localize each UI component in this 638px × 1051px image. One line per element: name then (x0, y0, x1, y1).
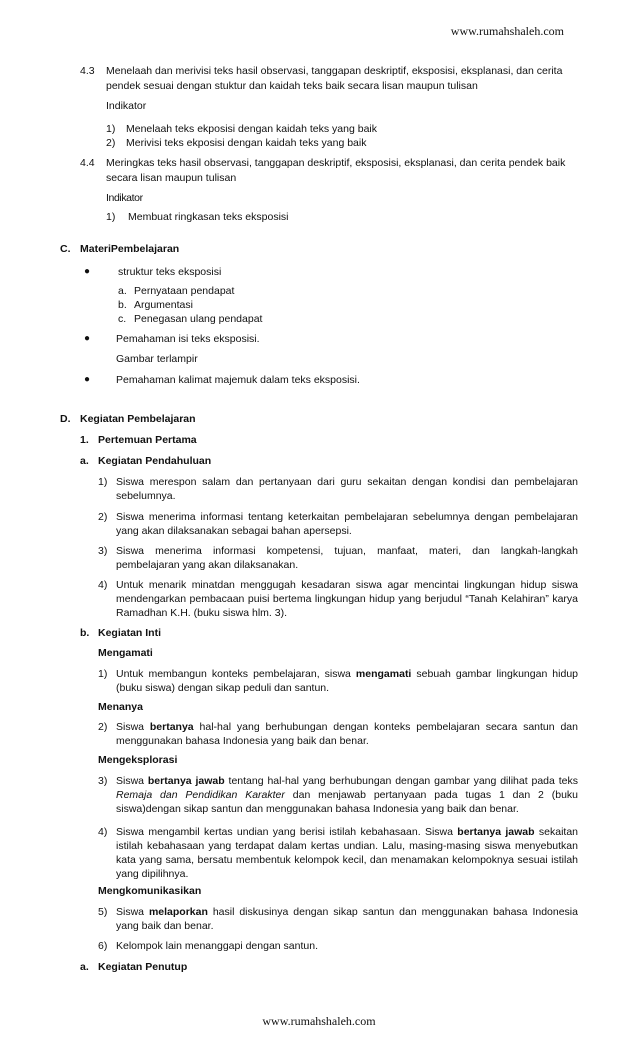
step-number: 2) (98, 511, 108, 523)
step-text: Siswa bertanya hal-hal yang berhubungan dengan konteks pembelajaran secara santun dan menggunakan bahasa Indonesia yang baik dan benar. (116, 721, 578, 747)
subsection-number: 1. (80, 434, 89, 446)
phase-heading: Mengeksplorasi (98, 754, 178, 766)
step-text: Siswa menerima informasi tentang keterkaitan pembelajaran sebelumnya dengan pembelajaran yang akan dilaksanakan sebagai bahan apersepsi. (116, 511, 578, 537)
activity-letter: a. (80, 961, 89, 973)
indikator-item: Merivisi teks ekposisi dengan kaidah teks yang baik (126, 137, 367, 149)
bullet-icon: ● (84, 333, 91, 344)
step-number: 1) (98, 668, 108, 680)
section-title: Kegiatan Pembelajaran (80, 413, 196, 425)
kd-text: pendek sesuai dengan stuktur dan kaidah teks baik secara lisan maupun tulisan (106, 80, 478, 92)
step-text: Untuk membangun konteks pembelajaran, siswa mengamati sebuah gambar lingkungan hidup (buku siswa) dengan sikap peduli dan santun. (116, 668, 578, 694)
step-number: 3) (98, 545, 108, 557)
step-text: Siswa mengambil kertas undian yang berisi istilah kebahasaan. Siswa bertanya jawab sekaitan istilah kebahasaan yang terdapat dalam kertas undian. Lalu, masing-masing siswa menyebutkan kata yang sama, bersatu membentuk kelompok kecil, dan menamakan kelompoknya sesuai istilah yang dipilihnya. (116, 826, 578, 880)
step-text: Siswa melaporkan hasil diskusinya dengan sikap santun dan menggunakan bahasa Indonesia yang baik dan benar. (116, 906, 578, 932)
step-number: 2) (98, 721, 108, 733)
bullet-text: struktur teks eksposisi (118, 266, 222, 278)
header-site: www.rumahshaleh.com (450, 24, 564, 38)
phase-heading: Mengamati (98, 647, 153, 659)
bullet-text: Pemahaman kalimat majemuk dalam teks eksposisi. (116, 374, 360, 386)
sub-number: c. (118, 313, 127, 325)
sub-number: b. (118, 299, 127, 311)
step-text: Kelompok lain menanggapi dengan santun. (116, 940, 318, 952)
note-text: Gambar terlampir (116, 353, 198, 365)
kd-text: Menelaah dan merivisi teks hasil observasi, tanggapan deskriptif, eksposisi, eksplanasi, dan cerita (106, 65, 563, 77)
step-number: 3) (98, 775, 108, 787)
activity-letter: b. (80, 627, 90, 639)
activity-title: Kegiatan Inti (98, 627, 162, 639)
footer-site: www.rumahshaleh.com (262, 1014, 376, 1028)
indikator-number: 1) (106, 211, 116, 223)
bullet-text: Pemahaman isi teks eksposisi. (116, 333, 260, 345)
phase-heading: Mengkomunikasikan (98, 885, 202, 897)
indikator-item: Membuat ringkasan teks eksposisi (128, 211, 289, 223)
section-letter: C. (60, 243, 71, 255)
indikator-label: Indikator (106, 100, 147, 112)
sub-item: Penegasan ulang pendapat (134, 313, 263, 325)
indikator-number: 1) (106, 123, 116, 135)
bullet-icon: ● (84, 374, 91, 385)
activity-title: Kegiatan Penutup (98, 961, 188, 973)
step-number: 4) (98, 826, 108, 838)
kd-number: 4.4 (80, 157, 95, 169)
step-text: Untuk menarik minatdan menggugah kesadaran siswa agar mencintai lingkungan hidup siswa mendengarkan pembacaan puisi bertema lingkungan hidup yang berjudul “Tanah Kelahiran” karya Ramadhan K.H. (buku siswa hlm. 3). (116, 579, 578, 619)
step-number: 6) (98, 940, 108, 952)
activity-title: Kegiatan Pendahuluan (98, 455, 212, 467)
activity-letter: a. (80, 455, 89, 467)
sub-item: Pernyataan pendapat (134, 285, 235, 297)
bullet-icon: ● (84, 266, 91, 277)
step-text: Siswa menerima informasi kompetensi, tujuan, manfaat, materi, dan langkah-langkah pembelajaran yang akan dilaksanakan. (116, 545, 578, 571)
indikator-label: Indikator (106, 192, 143, 204)
phase-heading: Menanya (98, 701, 143, 713)
indikator-number: 2) (106, 137, 116, 149)
indikator-item: Menelaah teks ekposisi dengan kaidah teks yang baik (126, 123, 377, 135)
kd-number: 4.3 (80, 65, 95, 77)
section-title: MateriPembelajaran (80, 243, 180, 255)
step-number: 1) (98, 476, 108, 488)
step-text: Siswa bertanya jawab tentang hal-hal yang berhubungan dengan gambar yang dilihat pada teks Remaja dan Pendidikan Karakter dan menjawab pertanyaan pada tugas 1 dan 2 (buku siswa)dengan sikap santun dan menggunakan bahasa Indonesia yang baik dan benar. (116, 775, 579, 815)
step-number: 5) (98, 906, 108, 918)
kd-text: secara lisan maupun tulisan (106, 172, 237, 184)
step-text: Siswa merespon salam dan pertanyaan dari guru sekaitan dengan kondisi dan pembelajaran sebelumnya. (116, 476, 578, 502)
kd-text: Meringkas teks hasil observasi, tanggapan deskriptif, eksposisi, eksplanasi, dan cerita pendek baik (106, 157, 566, 169)
sub-number: a. (118, 285, 127, 297)
section-letter: D. (60, 413, 71, 425)
sub-item: Argumentasi (134, 299, 193, 311)
subsection-title: Pertemuan Pertama (98, 434, 197, 446)
step-number: 4) (98, 579, 108, 591)
